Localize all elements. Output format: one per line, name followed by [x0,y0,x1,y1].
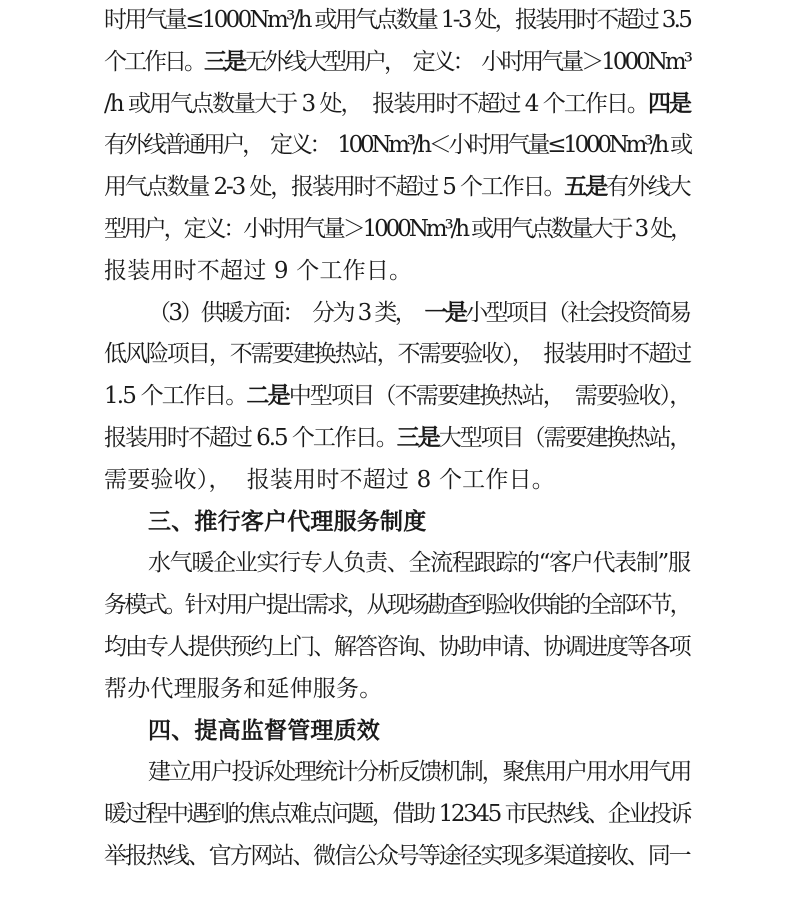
text-run: 低风险项目，不需要建换热站，不需要验收）， 报装用时不超过 [104,341,691,368]
text-run: 均由专人提供预约上门、解答咨询、协助申请、协调进度等各项 [104,634,690,660]
paragraph-line [104,46,690,78]
paragraph-line [104,673,382,705]
emphasis-text: 二是 [246,383,289,410]
paragraph-line [148,297,690,329]
paragraph-line [104,422,690,454]
text-run: 水气暖企业实行专人负责、全流程跟踪的“客户代表制”服 [148,550,690,577]
emphasis-text: 三是 [204,48,244,75]
paragraph-line [104,840,690,872]
text-run: 建立用户投诉处理统计分析反馈机制，聚焦用户用水用气用 [148,759,691,786]
text-run: 报装用时不超过 9 个工作日。 [104,257,413,284]
paragraph-line [148,547,690,579]
text-run: 务模式。针对用户提出需求，从现场勘查到验收供能的全部环节， [104,592,690,619]
paragraph-line [148,756,690,788]
paragraph-line [104,88,690,120]
text-run: 中型项目（不需要建换热站， 需要验收）， [288,383,691,410]
emphasis-text: 三是 [396,425,439,451]
paragraph-line [104,171,690,203]
text-run: 三、推行客户代理服务制度 [148,508,427,535]
text-run: 举报热线、官方网站、微信公众号等途径实现多渠道接收、同一 [104,843,690,869]
text-run: 用气点数量 2-3 处，报装用时不超过 5 个工作日。 [104,174,565,201]
text-run: 小型项目（社会投资简易 [465,299,690,326]
text-run: 1.5 个工作日。 [104,383,247,410]
emphasis-text: 一是 [424,299,466,326]
text-run: 有外线普通用户， 定义： 100Nm³/h＜小时用气量≤1000Nm³/h 或 [104,132,690,159]
text-run: 有外线大 [606,174,690,201]
paragraph-line [104,464,555,496]
text-run: 报装用时不超过 6.5 个工作日。 [104,425,397,451]
paragraph-line [104,213,690,245]
paragraph-line [104,129,690,161]
text-run: 需要验收）， 报装用时不超过 8 个工作日。 [104,466,555,493]
paragraph-line [104,798,690,830]
paragraph-line [104,631,690,663]
text-run: 大型项目（需要建换热站， [438,425,691,451]
section-heading [148,506,426,538]
text-run: 帮办代理服务和延伸服务。 [104,675,383,702]
paragraph-line [104,380,690,412]
emphasis-text: 四是 [647,90,691,117]
emphasis-text: 五是 [564,174,607,201]
text-run: 无外线大型用户， 定义： 小时用气量＞1000Nm³ [244,48,690,75]
section-heading [148,715,380,747]
text-run: （3）供暖方面： 分为 3 类， [148,299,425,326]
text-run: 个工作日。 [104,48,204,75]
paragraph-line [104,589,690,621]
text-run: 四、提高监督管理质效 [148,717,380,744]
text-run: 型用户，定义：小时用气量＞1000Nm³/h 或用气点数量大于 3 处， [104,216,691,242]
paragraph-line [104,4,690,36]
paragraph-line [104,255,412,287]
text-run: 时用气量≤1000Nm³/h 或用气点数量 1-3 处，报装用时不超过 3.5 [104,7,691,33]
text-run: /h 或用气点数量大于 3 处， 报装用时不超过 4 个工作日。 [104,90,648,117]
paragraph-line [104,338,690,370]
text-run: 暖过程中遇到的焦点难点问题，借助 12345 市民热线、企业投诉 [104,801,691,828]
